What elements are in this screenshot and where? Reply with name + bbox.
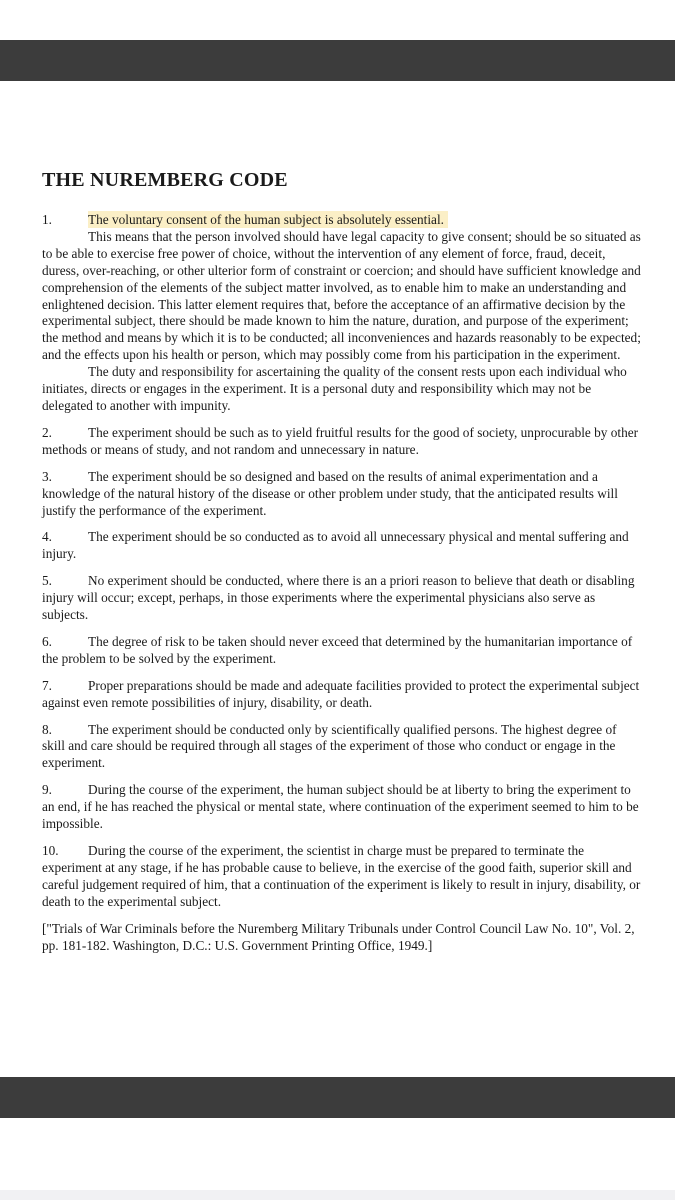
item-number: 1. <box>42 212 52 227</box>
item-text: The experiment should be so conducted as to avoid all unnecessary physical and mental suffering and injury. <box>42 529 629 562</box>
code-item-9 <box>42 782 642 833</box>
item-number: 7. <box>42 677 52 693</box>
highlighted-lead-sentence: The voluntary consent of the human subject is absolutely essential. <box>88 211 448 228</box>
item-number: 4. <box>42 529 52 545</box>
item-number: 5. <box>42 573 52 589</box>
item-number: 6. <box>42 633 52 649</box>
top-toolbar-bar <box>0 40 675 81</box>
bottom-strip <box>0 1190 675 1200</box>
item-number: 8. <box>42 721 52 737</box>
code-item-3 <box>42 469 642 520</box>
bottom-toolbar-bar <box>0 1077 675 1118</box>
document-page <box>42 160 642 968</box>
citation: ["Trials of War Criminals before the Nuremberg Military Tribunals under Control Council Law No. 10", Vol. 2, pp. 181-182. Washington, D.C.: U.S. Government Printing Office, 1949.] <box>42 920 635 953</box>
item-text: The experiment should be such as to yield fruitful results for the good of society, unprocurable by other methods or means of study, and not random and unnecessary in nature. <box>42 424 639 457</box>
code-item-2 <box>42 425 642 459</box>
item-paragraph: The duty and responsibility for ascertaining the quality of the consent rests upon each individual who initiates, directs or engages in the experiment. It is a personal duty and responsibility which may not be delegated to another with impunity. <box>42 364 627 413</box>
code-item-10 <box>42 843 642 911</box>
item-paragraph: This means that the person involved should have legal capacity to give consent; should be so situated as to be able to exercise free power of choice, without the intervention of any element of force, fraud, deceit, duress, over-reaching, or other ulterior form of constraint or coercion; and should have sufficient knowledge and comprehension of the elements of the subject matter involved, as to enable him to make an understanding and enlightened decision. This latter element requires that, before the acceptance of an affirmative decision by the experimental subject, there should be made known to him the nature, duration, and purpose of the experiment; the method and means by which it is to be conducted; all inconveniences and hazards reasonably to be expected; and the effects upon his health or person, which may possibly come from his participation in the experiment. <box>42 228 641 363</box>
item-number: 10. <box>42 843 59 858</box>
item-text: The experiment should be conducted only by scientifically qualified persons. The highest degree of skill and care should be required through all stages of the experiment of those who conduct or engage in the experiment. <box>42 721 617 771</box>
document-title: THE NUREMBERG CODE <box>42 169 288 191</box>
item-text: During the course of the experiment, the scientist in charge must be prepared to terminate the experiment at any stage, if he has probable cause to believe, in the exercise of the good faith, superior skill and careful judgement required of him, that a continuation of the experiment is likely to result in injury, disability, or death to the experimental subject. <box>42 843 641 909</box>
item-text: No experiment should be conducted, where there is an a priori reason to believe that death or disabling injury will occur; except, perhaps, in those experiments where the experimental physicians also serve as subjects. <box>42 573 635 623</box>
item-number: 2. <box>42 424 52 440</box>
item-number: 3. <box>42 468 52 484</box>
code-item-5 <box>42 573 642 624</box>
code-item-8 <box>42 722 642 773</box>
item-text: During the course of the experiment, the human subject should be at liberty to bring the experiment to an end, if he has reached the physical or mental state, where continuation of the experiment seemed to him to be impossible. <box>42 782 639 832</box>
item-number: 9. <box>42 782 52 798</box>
item-text: Proper preparations should be made and adequate facilities provided to protect the experimental subject against even remote possibilities of injury, disability, or death. <box>42 677 640 710</box>
code-item-4 <box>42 529 642 563</box>
item-text: The experiment should be so designed and based on the results of animal experimentation and a knowledge of the natural history of the disease or other problem under study, that the anticipated results will justify the performance of the experiment. <box>42 468 618 518</box>
code-item-7 <box>42 678 642 712</box>
item-text: The degree of risk to be taken should never exceed that determined by the humanitarian importance of the problem to be solved by the experiment. <box>42 633 633 666</box>
code-item-1 <box>42 212 642 415</box>
code-item-6 <box>42 634 642 668</box>
